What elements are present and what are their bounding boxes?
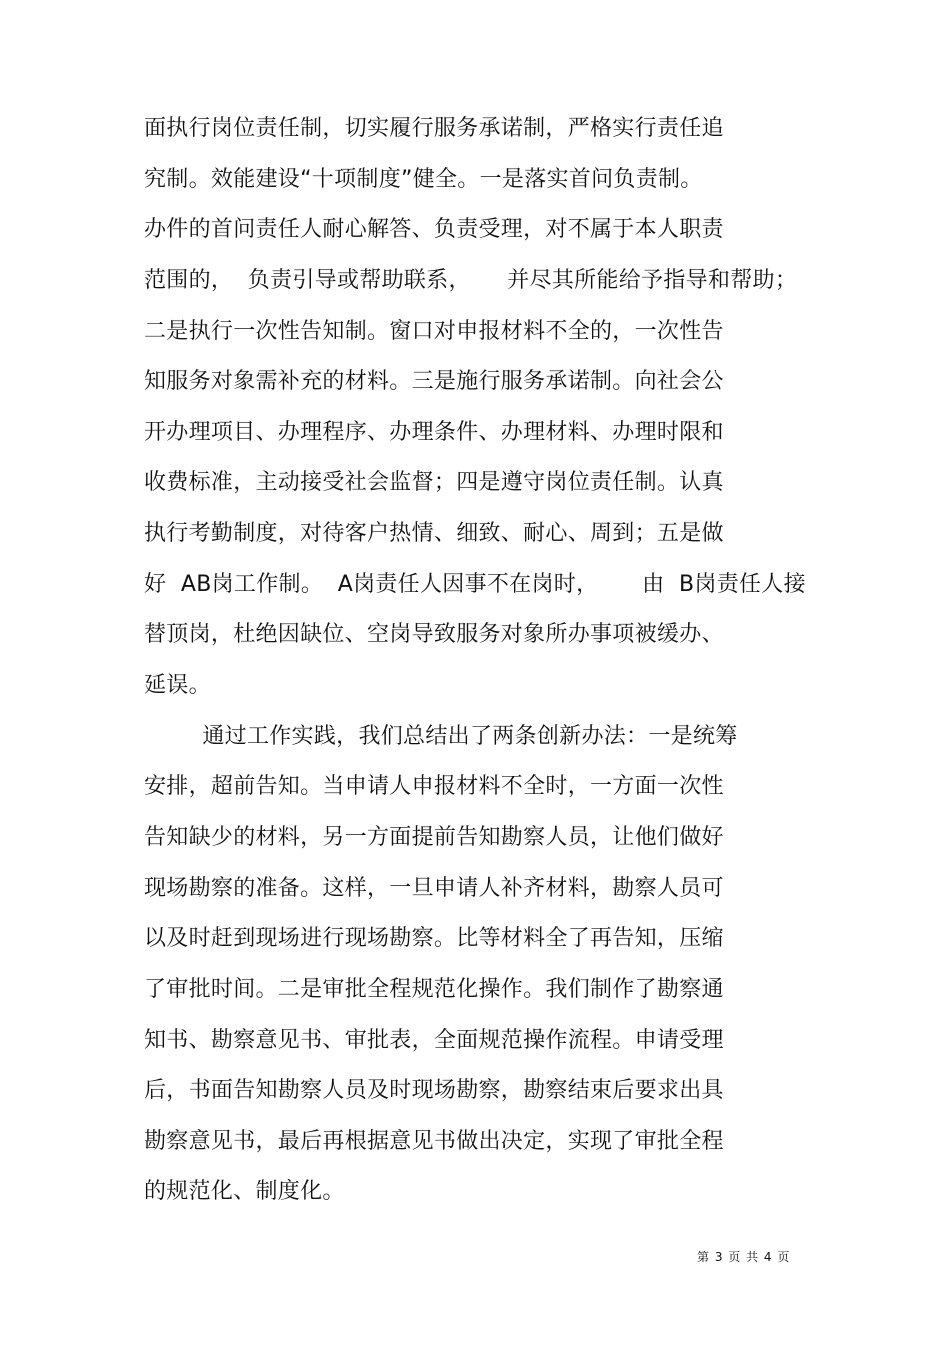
text-line: 究制。效能建设“十项制度”健全。一是落实首问负责制。 <box>144 166 703 192</box>
text-line: 后，书面告知勘察人员及时现场勘察，勘察结束后要求出具 <box>144 1078 724 1104</box>
text-line: 替顶岗，杜绝因缺位、空岗导致服务对象所办事项被缓办、 <box>144 622 724 648</box>
text-line: 安排，超前告知。当申请人申报材料不全时，一方面一次性 <box>144 774 724 800</box>
page-number: 第 3 页 共 4 页 <box>697 1250 791 1264</box>
text-line: 了审批时间。二是审批全程规范化操作。我们制作了勘察通 <box>144 976 724 1002</box>
text-line: 知书、勘察意见书、审批表，全面规范操作流程。申请受理 <box>144 1027 724 1053</box>
text-line: 办件的首问责任人耐心解答、负责受理，对不属于本人职责 <box>144 217 724 243</box>
text-line: 通过工作实践，我们总结出了两条创新办法：一是统筹 <box>144 723 738 749</box>
text-line: 勘察意见书，最后再根据意见书做出决定，实现了审批全程 <box>144 1128 724 1154</box>
text-line: 现场勘察的准备。这样，一旦申请人补齐材料，勘察人员可 <box>144 875 724 901</box>
text-line: 好 AB岗工作制。 A岗责任人因事不在岗时， 由 B岗责任人接 <box>144 571 806 597</box>
text-line: 的规范化、制度化。 <box>144 1179 345 1205</box>
text-line: 执行考勤制度，对待客户热情、细致、耐心、周到；五是做 <box>144 521 724 547</box>
text-line: 告知缺少的材料，另一方面提前告知勘察人员，让他们做好 <box>144 824 724 850</box>
text-line: 收费标准，主动接受社会监督；四是遵守岗位责任制。认真 <box>144 470 724 496</box>
text-line: 范围的， 负责引导或帮助联系， 并尽其所能给予指导和帮助； <box>144 267 798 293</box>
text-line: 二是执行一次性告知制。窗口对申报材料不全的，一次性告 <box>144 318 724 344</box>
text-line: 面执行岗位责任制，切实履行服务承诺制，严格实行责任追 <box>144 116 724 141</box>
text-line: 延误。 <box>144 673 211 699</box>
text-line: 开办理项目、办理程序、办理条件、办理材料、办理时限和 <box>144 419 724 445</box>
body-text <box>144 118 824 1232</box>
text-line: 以及时赶到现场进行现场勘察。比等材料全了再告知，压缩 <box>144 926 724 952</box>
text-line: 知服务对象需补充的材料。三是施行服务承诺制。向社会公 <box>144 369 724 395</box>
